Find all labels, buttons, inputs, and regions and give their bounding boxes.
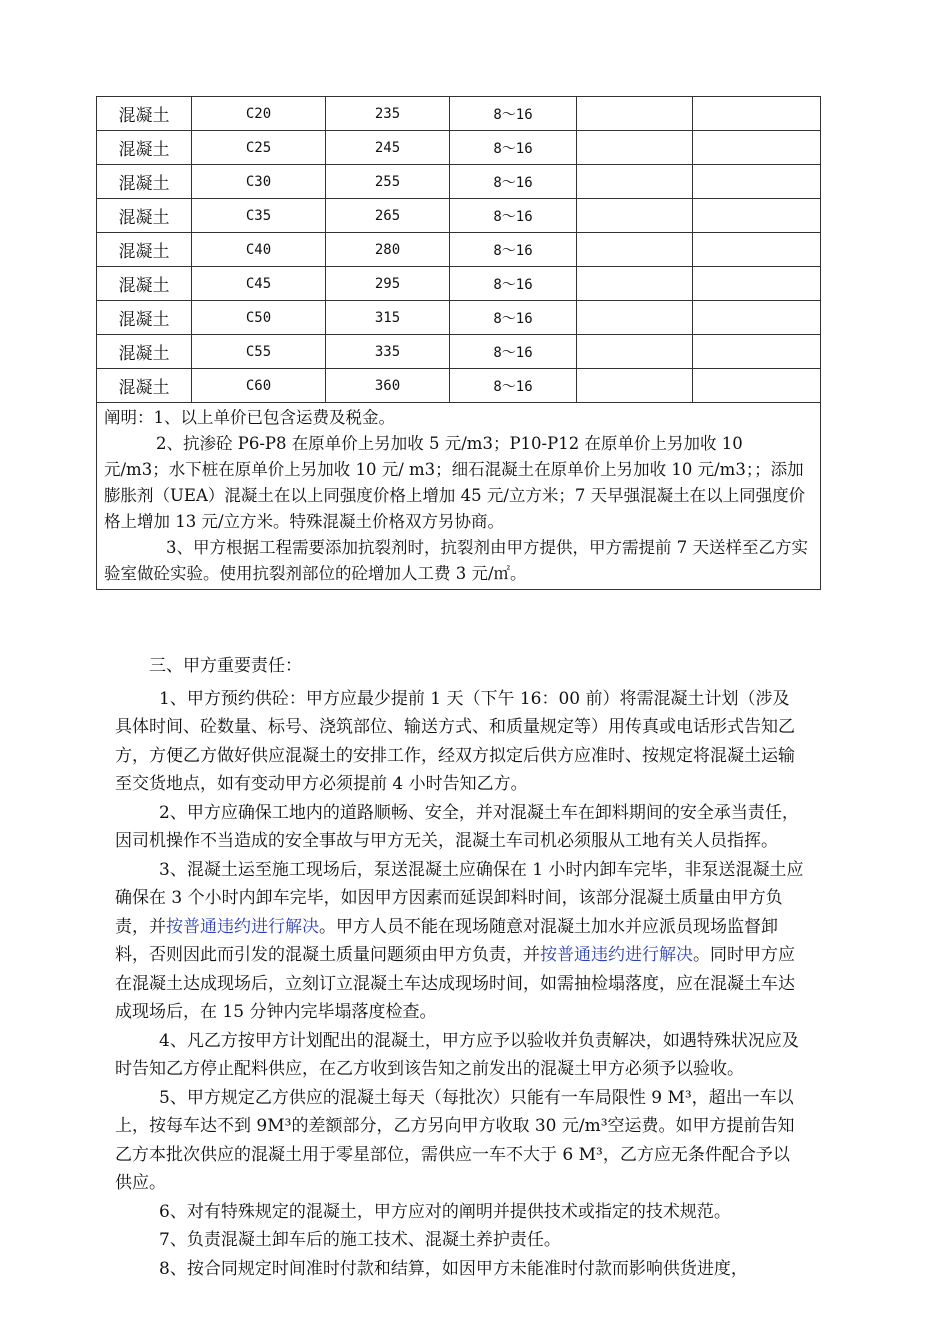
grade-cell: C35 [192,199,326,233]
name-cell: 混凝土 [97,233,192,267]
name-cell: 混凝土 [97,131,192,165]
price-cell: 335 [326,335,450,369]
grade-cell: C20 [192,97,326,131]
paragraph-5: 5、甲方规定乙方供应的混凝土每天（每批次）只能有一车局限性 9 M³，超出一车以上，按每车达不到 9M³的差额部分，乙方另向甲方收取 30 元/m³空运费。如甲方提前告知乙方本批次供应的混凝土用于零星部位，需供应一车不大于 6 M³，乙方应无条件配合予以供应。 [115,1087,795,1193]
slump-cell: 8～16 [450,199,577,233]
name-cell: 混凝土 [97,97,192,131]
table-row [97,165,821,199]
name-cell: 混凝土 [97,199,192,233]
empty-cell [693,267,821,301]
slump-cell: 8～16 [450,97,577,131]
paragraph-3-part-b: 。甲方人员不能在现场随意对混凝土加水并应派员现场监督卸料，否则因此而引发的混凝土质量问题须由甲方负责，并 [115,916,778,965]
empty-cell [693,97,821,131]
empty-cell [693,131,821,165]
table-row [97,199,821,233]
breach-link-1[interactable]: 按普通违约进行解决 [166,916,319,937]
empty-cell [693,233,821,267]
table-row [97,131,821,165]
paragraph-8: 8、按合同规定时间准时付款和结算，如因甲方未能准时付款而影响供货进度， [159,1258,748,1279]
price-table-body [97,97,821,403]
paragraph-4: 4、凡乙方按甲方计划配出的混凝土，甲方应予以验收并负责解决，如遇特殊状况应及时告知乙方停止配料供应，在乙方收到该告知之前发出的混凝土甲方必须予以验收。 [115,1030,799,1079]
empty-cell [693,301,821,335]
grade-cell: C25 [192,131,326,165]
name-cell: 混凝土 [97,369,192,403]
table-row [97,97,821,131]
price-cell: 295 [326,267,450,301]
paragraph-3 [115,856,805,1027]
empty-cell [693,165,821,199]
name-cell: 混凝土 [97,267,192,301]
table-row [97,335,821,369]
section-3 [115,652,805,1283]
paragraph-6: 6、对有特殊规定的混凝土，甲方应对的阐明并提供技术或指定的技术规范。 [159,1201,731,1222]
breach-link-2[interactable]: 按普通违约进行解决 [540,945,693,965]
paragraph-3-part-c: 。同时甲方应在混凝土达成现场后，立刻订立混凝土车达成现场时间，如需抽检塌落度，应在混凝土车达成现场后，在 15 分钟内完毕塌落度检查。 [115,945,795,1022]
price-cell: 315 [326,301,450,335]
empty-cell [577,165,693,199]
paragraph-2: 2、甲方应确保工地内的道路顺畅、安全，并对混凝土车在卸料期间的安全承当责任，因司机操作不当造成的安全事故与甲方无关，混凝土车司机必须服从工地有关人员指挥。 [115,802,799,851]
table-row [97,267,821,301]
table-row [97,301,821,335]
grade-cell: C50 [192,301,326,335]
empty-cell [577,267,693,301]
grade-cell: C30 [192,165,326,199]
grade-cell: C60 [192,369,326,403]
empty-cell [693,335,821,369]
table-row [97,369,821,403]
price-cell: 280 [326,233,450,267]
notes-cell [97,403,821,590]
slump-cell: 8～16 [450,165,577,199]
empty-cell [577,233,693,267]
empty-cell [577,131,693,165]
paragraph-3-part-a: 3、混凝土运至施工现场后，泵送混凝土应确保在 1 小时内卸车完毕，非泵送混凝土应确保在 3 个小时内卸车完毕，如因甲方因素而延误卸料时间，该部分混凝土质量由甲方负责，并 [115,859,804,937]
slump-cell: 8～16 [450,267,577,301]
name-cell: 混凝土 [97,301,192,335]
grade-cell: C45 [192,267,326,301]
slump-cell: 8～16 [450,131,577,165]
empty-cell [577,199,693,233]
slump-cell: 8～16 [450,335,577,369]
slump-cell: 8～16 [450,369,577,403]
note-2: 2、抗渗砼 P6-P8 在原单价上另加收 5 元/m3；P10-P12 在原单价上另加收 10 元/m3；水下桩在原单价上另加收 10 元/ m3；细石混凝土在原单价上另加收 10 元/m3；；添加膨胀剂（UEA）混凝土在以上同强度价格上增加 45 元/立方米；7 天早强混凝土在以上同强度价格上增加 13 元/立方米。特殊混凝土价格双方另协商。 [104,434,806,531]
price-cell: 255 [326,165,450,199]
table-row [97,233,821,267]
note-3: 3、甲方根据工程需要添加抗裂剂时，抗裂剂由甲方提供，甲方需提前 7 天送样至乙方实验室做砼实验。使用抗裂剂部位的砼增加人工费 3 元/㎡。 [104,538,808,583]
name-cell: 混凝土 [97,165,192,199]
price-cell: 235 [326,97,450,131]
notes-row [97,403,821,590]
empty-cell [577,369,693,403]
empty-cell [577,97,693,131]
section-heading: 三、甲方重要责任： [149,656,302,676]
slump-cell: 8～16 [450,301,577,335]
price-cell: 265 [326,199,450,233]
paragraph-1: 1、甲方预约供砼：甲方应最少提前 1 天（下午 16：00 前）将需混凝土计划（涉及具体时间、砼数量、标号、浇筑部位、输送方式、和质量规定等）用传真或电话形式告知乙方，方便乙方做好供应混凝土的安排工作，经双方拟定后供方应准时、按规定将混凝土运输至交货地点，如有变动甲方必须提前 4 小时告知乙方。 [115,688,795,794]
grade-cell: C55 [192,335,326,369]
grade-cell: C40 [192,233,326,267]
empty-cell [693,199,821,233]
empty-cell [693,369,821,403]
price-cell: 245 [326,131,450,165]
price-cell: 360 [326,369,450,403]
empty-cell [577,335,693,369]
empty-cell [577,301,693,335]
note-1: 阐明：1、以上单价已包含运费及税金。 [104,408,395,427]
slump-cell: 8～16 [450,233,577,267]
name-cell: 混凝土 [97,335,192,369]
concrete-price-table [96,96,821,590]
paragraph-7: 7、负责混凝土卸车后的施工技术、混凝土养护责任。 [159,1230,561,1250]
